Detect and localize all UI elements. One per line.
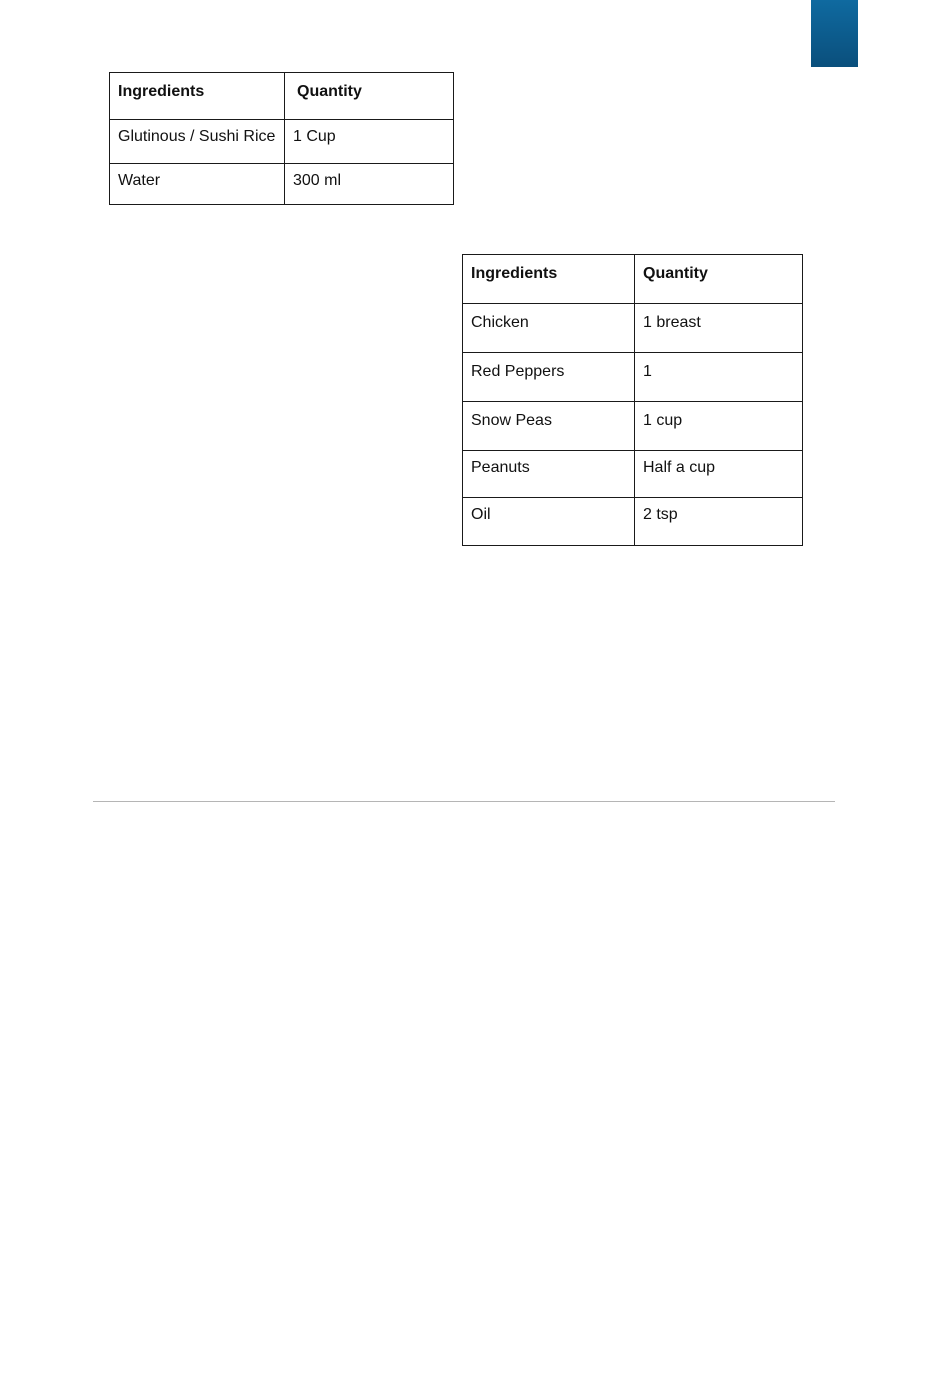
quantity-cell: 300 ml	[285, 164, 454, 205]
table-row	[463, 451, 803, 498]
ingredient-cell: Glutinous / Sushi Rice	[110, 120, 285, 164]
table-row	[463, 402, 803, 451]
stirfry-ingredients-table	[462, 254, 803, 546]
ingredient-cell: Snow Peas	[463, 402, 635, 451]
quantity-cell: 1 breast	[635, 304, 803, 353]
table-header-row	[463, 255, 803, 304]
quantity-cell: Half a cup	[635, 451, 803, 498]
horizontal-divider	[93, 801, 835, 802]
quantity-cell: 1	[635, 353, 803, 402]
table-row	[110, 164, 454, 205]
ingredient-cell: Peanuts	[463, 451, 635, 498]
column-header-ingredients: Ingredients	[463, 255, 635, 304]
quantity-cell: 1 Cup	[285, 120, 454, 164]
column-header-ingredients: Ingredients	[110, 73, 285, 120]
table-row	[463, 304, 803, 353]
table-row	[463, 353, 803, 402]
quantity-cell: 2 tsp	[635, 498, 803, 546]
ingredient-cell: Chicken	[463, 304, 635, 353]
rice-ingredients-table	[109, 72, 454, 205]
ingredient-cell: Oil	[463, 498, 635, 546]
table-row	[463, 498, 803, 546]
table-header-row	[110, 73, 454, 120]
corner-accent-tab	[811, 0, 858, 67]
column-header-quantity: Quantity	[635, 255, 803, 304]
column-header-quantity: Quantity	[285, 73, 454, 120]
ingredient-cell: Red Peppers	[463, 353, 635, 402]
table-row	[110, 120, 454, 164]
quantity-cell: 1 cup	[635, 402, 803, 451]
ingredient-cell: Water	[110, 164, 285, 205]
